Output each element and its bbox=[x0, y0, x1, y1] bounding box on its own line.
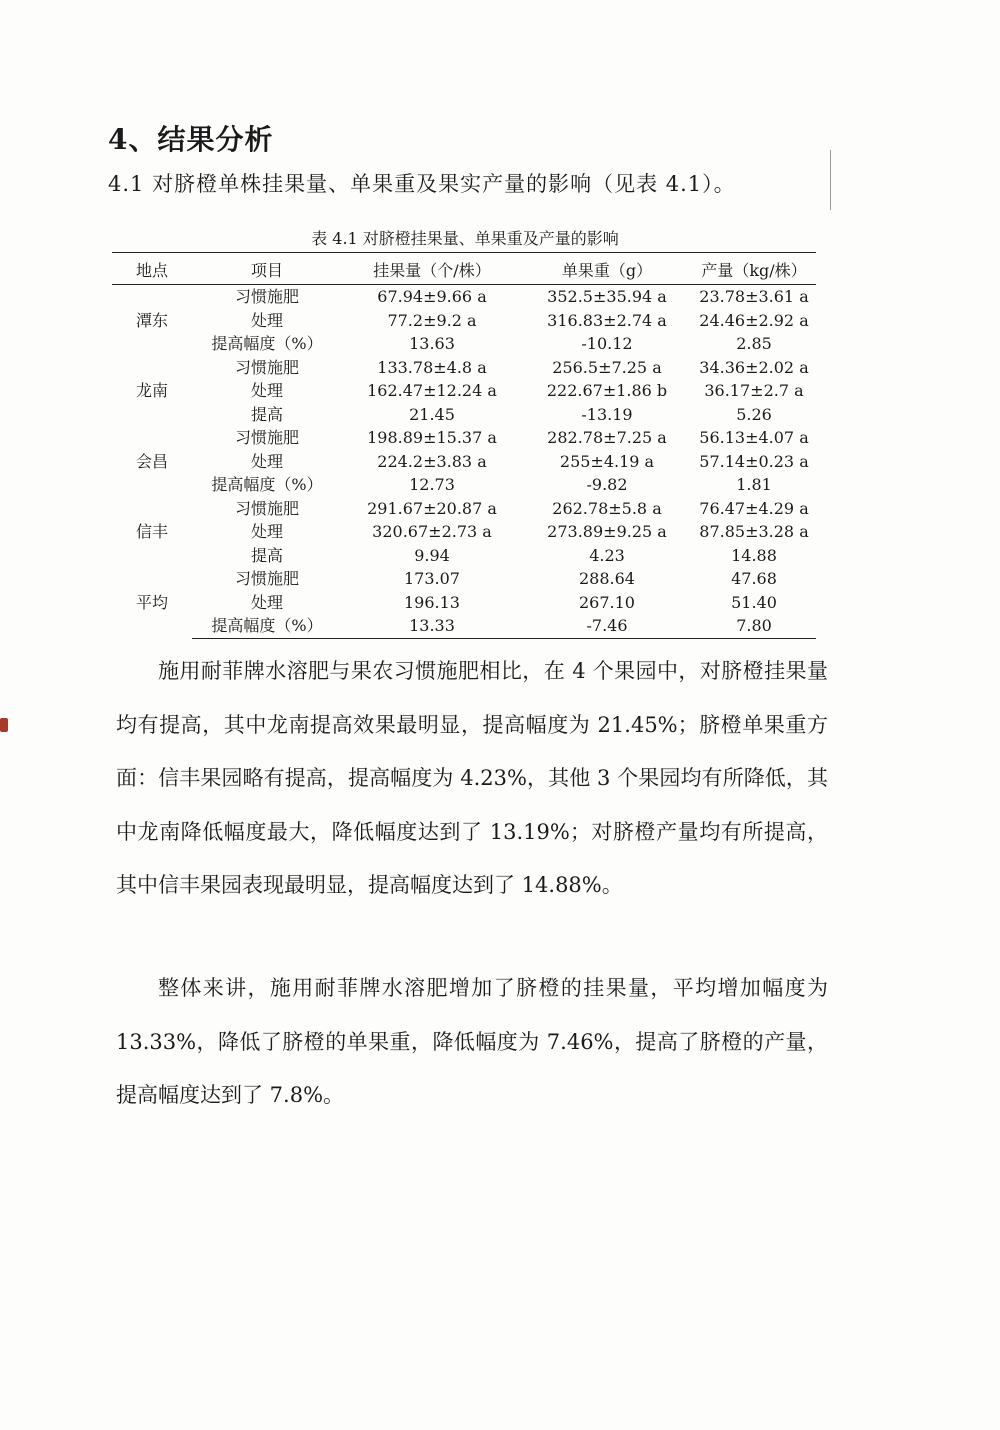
table-row bbox=[112, 332, 816, 356]
yield-cell: 87.85±3.28 a bbox=[699, 522, 809, 541]
fruit-count-cell: 21.45 bbox=[409, 404, 455, 424]
site-cell: 会昌 bbox=[135, 451, 168, 471]
fruit-weight-cell: -13.19 bbox=[581, 404, 633, 424]
item-cell: 习惯施肥 bbox=[234, 569, 299, 588]
fruit-weight-cell: 352.5±35.94 a bbox=[547, 287, 667, 306]
fruit-count-cell: 9.94 bbox=[414, 545, 450, 565]
item-cell: 提高幅度（%） bbox=[192, 614, 342, 638]
fruit-weight-cell: 255±4.19 a bbox=[559, 451, 655, 471]
fruit-count-cell: 196.13 bbox=[404, 592, 460, 612]
table-header-row bbox=[112, 253, 816, 285]
paragraph-1: 施用耐菲牌水溶肥与果农习惯施肥相比，在 4 个果园中，对脐橙挂果量均有提高，其中龙南提高效果最明显，提高幅度为 21.45%；脐橙单果重方面：信丰果园略有提高，提高幅度为 4.23%，其他 3 个果园均有所降低，其中龙南降低幅度最大，降低幅度达到了 13.19%；对脐橙产量均有所提高，其中信丰果园表现最明显，提高幅度达到了 14.88%。 bbox=[116, 659, 828, 897]
fruit-count-cell: 162.47±12.24 a bbox=[367, 381, 497, 400]
site-cell: 龙南 bbox=[135, 381, 168, 400]
header-fruit-count: 挂果量（个/株） bbox=[342, 253, 522, 285]
fruit-weight-cell: 267.10 bbox=[579, 592, 635, 612]
margin-rule bbox=[830, 150, 831, 210]
table-row bbox=[112, 426, 816, 450]
site-cell: 信丰 bbox=[135, 522, 168, 541]
table-row bbox=[112, 309, 816, 333]
table-row bbox=[112, 473, 816, 497]
yield-cell: 34.36±2.02 a bbox=[699, 357, 809, 377]
yield-cell: 2.85 bbox=[736, 334, 772, 353]
fruit-count-cell: 67.94±9.66 a bbox=[377, 287, 487, 306]
item-cell: 习惯施肥 bbox=[234, 287, 299, 306]
yield-cell: 57.14±0.23 a bbox=[699, 451, 809, 471]
fruit-weight-cell: 4.23 bbox=[589, 545, 625, 565]
yield-cell: 7.80 bbox=[692, 614, 816, 638]
paragraph-2: 整体来讲，施用耐菲牌水溶肥增加了脐橙的挂果量，平均增加幅度为 13.33%，降低了脐橙的单果重，降低幅度为 7.46%，提高了脐橙的产量，提高幅度达到了 7.8%。 bbox=[116, 976, 828, 1107]
item-cell: 习惯施肥 bbox=[234, 357, 299, 377]
yield-cell: 14.88 bbox=[731, 545, 777, 565]
fruit-count-cell: 173.07 bbox=[404, 569, 460, 588]
fruit-weight-cell: -7.46 bbox=[522, 614, 692, 638]
table-row bbox=[112, 356, 816, 380]
yield-cell: 5.26 bbox=[736, 404, 772, 424]
table-row bbox=[112, 450, 816, 474]
table-row bbox=[112, 591, 816, 615]
header-site: 地点 bbox=[112, 253, 192, 285]
fruit-weight-cell: 288.64 bbox=[579, 569, 635, 588]
item-cell: 处理 bbox=[250, 592, 283, 612]
item-cell: 处理 bbox=[250, 522, 283, 541]
table-caption: 表 4.1 对脐橙挂果量、单果重及产量的影响 bbox=[311, 229, 619, 248]
table-row bbox=[112, 567, 816, 591]
site-cell: 平均 bbox=[135, 592, 168, 612]
yield-cell: 56.13±4.07 a bbox=[699, 428, 809, 447]
fruit-weight-cell: 262.78±5.8 a bbox=[552, 498, 662, 518]
sub-heading: 4.1 对脐橙单株挂果量、单果重及果实产量的影响（见表 4.1）。 bbox=[108, 172, 736, 196]
results-table bbox=[112, 252, 816, 639]
table-row bbox=[112, 614, 816, 638]
site-cell: 潭东 bbox=[135, 310, 168, 330]
table-row bbox=[112, 403, 816, 427]
fruit-count-cell: 12.73 bbox=[409, 475, 455, 494]
table-row bbox=[112, 544, 816, 568]
header-item: 项目 bbox=[192, 253, 342, 285]
results-table-wrapper bbox=[112, 252, 816, 639]
fruit-count-cell: 224.2±3.83 a bbox=[377, 451, 487, 471]
item-cell: 处理 bbox=[250, 381, 283, 400]
fruit-weight-cell: 222.67±1.86 b bbox=[546, 381, 668, 400]
table-body bbox=[112, 285, 816, 639]
yield-cell: 1.81 bbox=[736, 475, 772, 494]
fruit-count-cell: 198.89±15.37 a bbox=[367, 428, 497, 447]
yield-cell: 24.46±2.92 a bbox=[699, 310, 809, 330]
scan-mark bbox=[0, 718, 8, 732]
header-fruit-weight: 单果重（g） bbox=[522, 253, 692, 285]
section-heading: 4、结果分析 bbox=[108, 123, 274, 156]
fruit-weight-cell: -10.12 bbox=[581, 334, 633, 353]
fruit-count-cell: 320.67±2.73 a bbox=[372, 522, 492, 541]
yield-cell: 23.78±3.61 a bbox=[699, 287, 809, 306]
item-cell: 提高幅度（%） bbox=[211, 334, 323, 353]
yield-cell: 36.17±2.7 a bbox=[704, 381, 804, 400]
fruit-weight-cell: -9.82 bbox=[586, 475, 628, 494]
item-cell: 习惯施肥 bbox=[234, 428, 299, 447]
item-cell: 处理 bbox=[250, 310, 283, 330]
yield-cell: 76.47±4.29 a bbox=[699, 498, 809, 518]
table-row bbox=[112, 497, 816, 521]
yield-cell: 47.68 bbox=[731, 569, 777, 588]
item-cell: 提高 bbox=[250, 404, 283, 424]
yield-cell: 51.40 bbox=[731, 592, 777, 612]
fruit-count-cell: 291.67±20.87 a bbox=[367, 498, 497, 518]
fruit-weight-cell: 282.78±7.25 a bbox=[547, 428, 667, 447]
header-yield: 产量（kg/株） bbox=[692, 253, 816, 285]
fruit-weight-cell: 256.5±7.25 a bbox=[552, 357, 662, 377]
item-cell: 提高幅度（%） bbox=[211, 475, 323, 494]
fruit-count-cell: 13.63 bbox=[409, 334, 455, 353]
fruit-count-cell: 13.33 bbox=[342, 614, 522, 638]
item-cell: 处理 bbox=[250, 451, 283, 471]
fruit-count-cell: 77.2±9.2 a bbox=[387, 310, 477, 330]
table-row bbox=[112, 379, 816, 403]
item-cell: 习惯施肥 bbox=[234, 498, 299, 518]
table-row bbox=[112, 285, 816, 309]
fruit-weight-cell: 273.89±9.25 a bbox=[547, 522, 667, 541]
item-cell: 提高 bbox=[250, 545, 283, 565]
table-row bbox=[112, 520, 816, 544]
fruit-count-cell: 133.78±4.8 a bbox=[377, 357, 487, 377]
fruit-weight-cell: 316.83±2.74 a bbox=[547, 310, 667, 330]
